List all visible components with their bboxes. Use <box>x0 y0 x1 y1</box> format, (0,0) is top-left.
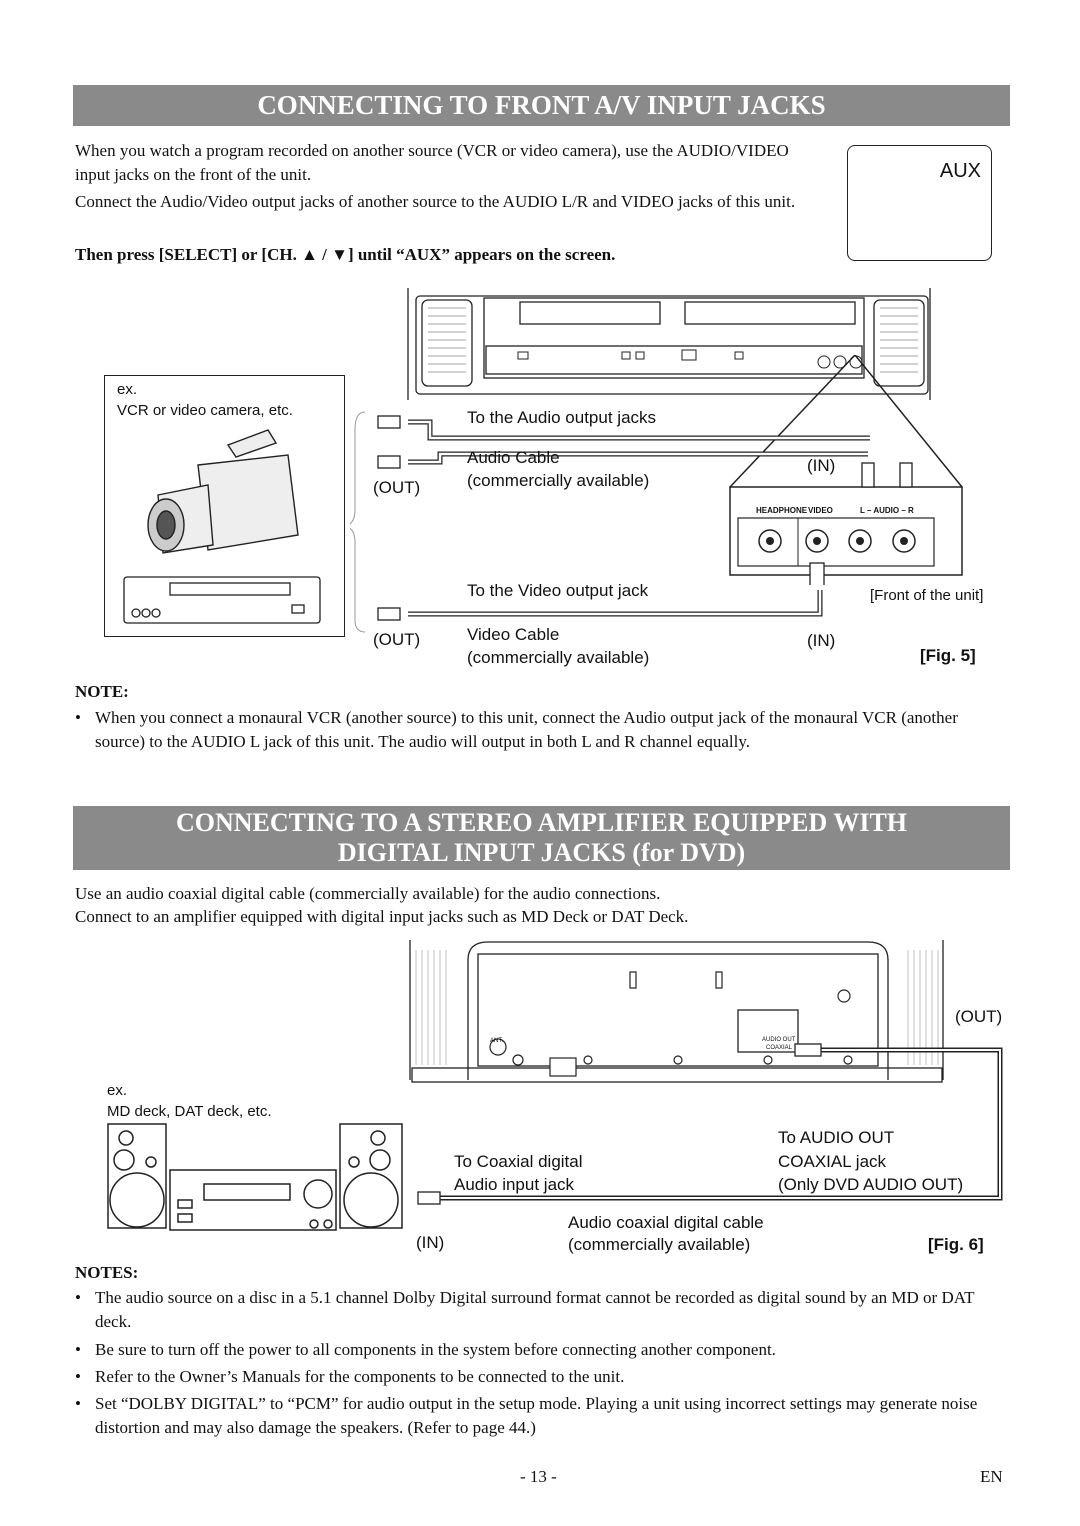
section-title-amplifier <box>73 806 1010 870</box>
amplifier-title-line2: DIGITAL INPUT JACKS (for DVD) <box>337 838 746 867</box>
to-audio-out-label: To AUDIO OUT <box>778 1128 895 1147</box>
notes-text-1: The audio source on a disc in a 5.1 channel Dolby Digital surround format cannot be recorded as digital sound by an MD or DAT deck. <box>95 1288 975 1331</box>
aux-label: AUX <box>939 160 981 182</box>
audio-input-jack-label: Audio input jack <box>454 1175 575 1194</box>
notes-heading: NOTES: <box>75 1263 139 1282</box>
note-heading: NOTE: <box>75 682 129 701</box>
source-label: VCR or video camera, etc. <box>117 402 293 419</box>
md-device-label: MD deck, DAT deck, etc. <box>107 1103 272 1120</box>
in-label-2: (IN) <box>807 631 836 650</box>
ant-label: ANT. <box>490 1038 504 1044</box>
only-dvd-label: (Only DVD AUDIO OUT) <box>778 1175 964 1194</box>
audio-cable-label: Audio Cable <box>467 448 560 467</box>
jack-label-audio: L – AUDIO – R <box>860 506 914 515</box>
coaxial-jack-label: COAXIAL jack <box>778 1152 887 1171</box>
video-out-jack-label: To the Video output jack <box>467 581 649 600</box>
ex-label-md: ex. <box>107 1082 128 1099</box>
notes-text-4: Set “DOLBY DIGITAL” to “PCM” for audio output in the setup mode. Playing a unit using incorrect settings may generate noise distortion and may also damage the speakers. (Refer to page 44.) <box>95 1394 978 1437</box>
coax-panel-label-1: AUDIO OUT <box>762 1037 796 1043</box>
out-label-coax: (OUT) <box>955 1007 1003 1026</box>
out-label-1: (OUT) <box>373 478 421 497</box>
video-cable-note: (commercially available) <box>467 648 650 667</box>
page-number: - 13 - <box>520 1467 557 1486</box>
section-title-front-av: CONNECTING TO FRONT A/V INPUT JACKS <box>73 85 1010 126</box>
fig6-label: [Fig. 6] <box>928 1235 984 1254</box>
in-label-1: (IN) <box>807 456 836 475</box>
notes-text-3: Refer to the Owner’s Manuals for the components to be connected to the unit. <box>95 1367 625 1386</box>
jack-label-headphone: HEADPHONE <box>756 506 808 515</box>
coaxial-paragraph-1: Use an audio coaxial digital cable (commercially available) for the audio connections. <box>75 884 661 903</box>
video-camera-icon <box>138 425 318 565</box>
fig5-label: [Fig. 5] <box>920 646 976 665</box>
in-label-coax: (IN) <box>416 1233 445 1252</box>
note-text: When you connect a monaural VCR (another source) to this unit, connect the Audio output jack of the monaural VCR (another source) to the AUDIO L jack of this unit. The audio will output in both L and R channel equally. <box>95 708 958 751</box>
notes-text-2: Be sure to turn off the power to all components in the system before connecting another component. <box>95 1340 776 1359</box>
amplifier-title-line1: CONNECTING TO A STEREO AMPLIFIER EQUIPPED WITH <box>175 808 908 837</box>
audio-out-jacks-label: To the Audio output jacks <box>467 408 657 427</box>
vcr-icon <box>122 575 322 625</box>
video-cable-label: Video Cable <box>467 625 560 644</box>
audio-cable-note: (commercially available) <box>467 471 650 490</box>
to-coaxial-label: To Coaxial digital <box>454 1152 583 1171</box>
coax-panel-label-2: COAXIAL <box>766 1045 793 1051</box>
tv-screen-aux <box>847 145 992 261</box>
fig5-cables <box>350 400 870 660</box>
coax-cable-label: Audio coaxial digital cable <box>568 1213 764 1232</box>
front-of-unit-label: [Front of the unit] <box>870 587 984 604</box>
select-instruction: Then press [SELECT] or [CH. ▲ / ▼] until “AUX” appears on the screen. <box>75 245 616 264</box>
stereo-system-icon <box>106 1122 406 1232</box>
coax-cable-note: (commercially available) <box>568 1235 751 1254</box>
intro-paragraph: When you watch a program recorded on another source (VCR or video camera), use the AUDIO/VIDEO input jacks on the front of the unit. <box>75 141 789 184</box>
out-label-2: (OUT) <box>373 630 421 649</box>
language-code: EN <box>980 1467 1003 1486</box>
connect-paragraph: Connect the Audio/Video output jacks of another source to the AUDIO L/R and VIDEO jacks of this unit. <box>75 192 796 211</box>
coaxial-paragraph-2: Connect to an amplifier equipped with digital input jacks such as MD Deck or DAT Deck. <box>75 907 689 926</box>
jack-label-video: VIDEO <box>808 506 833 515</box>
ex-label: ex. <box>117 381 138 398</box>
